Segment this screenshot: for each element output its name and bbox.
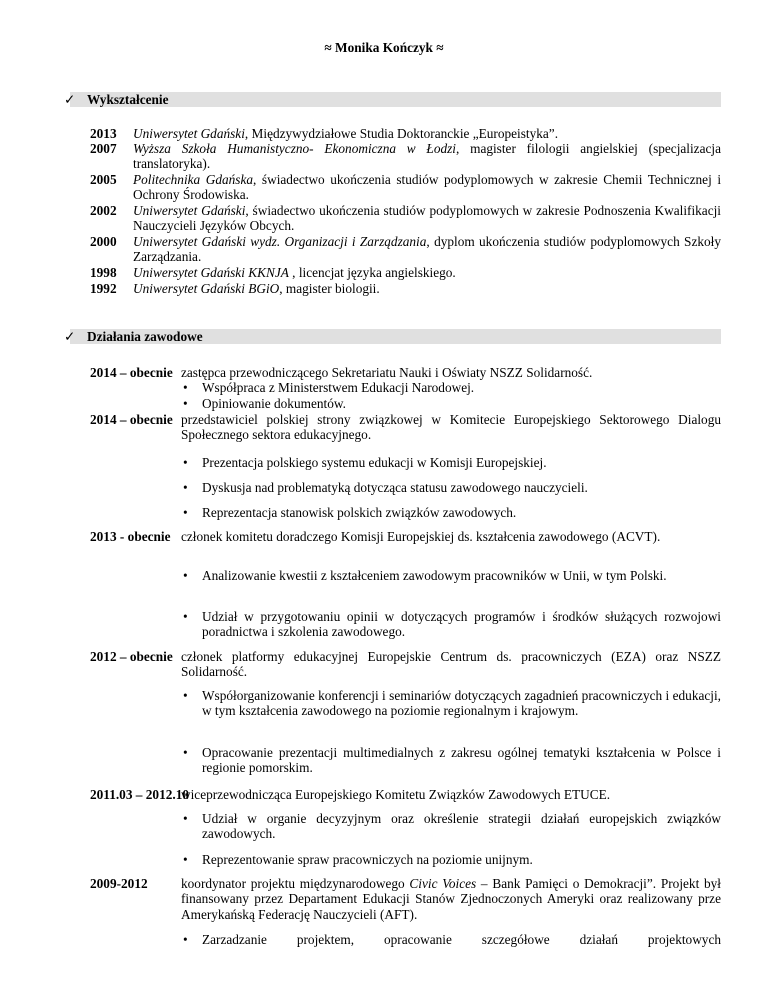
work-bullet xyxy=(181,932,721,947)
education-text xyxy=(133,281,721,296)
work-bullet-text: Udział w przygotowaniu opinii w dotyczących programów i środków służących rozwojowi poradnictwa i szkolenia zawodowego. xyxy=(202,609,721,640)
education-detail: , świadectwo ukończenia studiów podyplomowych w zakresie Podnoszenia Kwalifikacji Nauczycieli Języków Obcych. xyxy=(133,203,721,234)
work-bullet-text: Prezentacja polskiego systemu edukacji w Komisji Europejskiej. xyxy=(202,455,547,470)
education-text xyxy=(133,265,721,280)
bullet-icon: • xyxy=(183,688,188,703)
education-year: 1992 xyxy=(90,281,117,296)
education-detail: , magister biologii. xyxy=(279,281,380,296)
checkmark-icon: ✓ xyxy=(64,92,76,107)
work-bullet xyxy=(181,811,721,842)
education-year: 2007 xyxy=(90,141,117,156)
education-year: 2002 xyxy=(90,203,117,218)
education-detail: , świadectwo ukończenia studiów podyplomowych w zakresie Chemii Technicznej i Ochrony Środowiska. xyxy=(133,172,722,203)
work-bullet xyxy=(181,745,721,776)
work-period: 2014 – obecnie xyxy=(90,412,173,427)
bullet-icon: • xyxy=(183,396,188,411)
work-bullet-text: Zarzadzanie projektem, opracowanie szczegółowe działań projektowych xyxy=(202,932,721,947)
education-detail: , dyplom ukończenia studiów podyplomowych Szkoły Zarządzania. xyxy=(133,234,721,265)
work-bullet-text: Opracowanie prezentacji multimedialnych z zakresu ogólnej tematyki kształcenia w Polsce i regionie pomorskim. xyxy=(202,745,721,776)
education-year: 2005 xyxy=(90,172,117,187)
work-bullet xyxy=(181,380,721,395)
work-role-post: – Bank Pamięci o Demokracji”. Projekt był finansowany przez Departament Edukacji Stanów Zjednoczonych Ameryki oraz realizowany prze Amerykańską Federację Nauczycieli (AFT). xyxy=(181,876,721,922)
work-bullet xyxy=(181,609,721,640)
work-bullet xyxy=(181,480,721,495)
work-bullet xyxy=(181,505,721,520)
bullet-icon: • xyxy=(183,480,188,495)
bullet-icon: • xyxy=(183,609,188,624)
bullet-icon: • xyxy=(183,380,188,395)
bullet-icon: • xyxy=(183,811,188,826)
education-institution: Uniwersytet Gdański xyxy=(133,126,245,141)
work-period: 2011.03 – 2012.10 xyxy=(90,787,189,802)
education-detail: , magister filologii angielskiej (specjalizacja translatoryka). xyxy=(133,141,721,172)
work-role-pre: koordynator projektu międzynarodowego xyxy=(181,876,410,891)
education-text xyxy=(133,126,721,141)
work-bullet-text: Dyskusja nad problematyką dotycząca statusu zawodowego nauczycieli. xyxy=(202,480,588,495)
education-text xyxy=(133,141,721,172)
education-institution: Uniwersytet Gdański wydz. Organizacji i Zarządzania xyxy=(133,234,427,249)
education-institution: Uniwersytet Gdański BGiO xyxy=(133,281,280,296)
bullet-icon: • xyxy=(183,932,188,947)
work-bullet-text: Reprezentowanie spraw pracowniczych na poziomie unijnym. xyxy=(202,852,533,867)
work-period: 2009-2012 xyxy=(90,876,148,891)
work-bullet-text: Opiniowanie dokumentów. xyxy=(202,396,346,411)
work-bullet xyxy=(181,852,721,867)
education-heading xyxy=(64,92,721,107)
bullet-icon: • xyxy=(183,505,188,520)
work-role: wiceprzewodnicząca Europejskiego Komitetu Związków Zawodowych ETUCE. xyxy=(181,787,611,802)
education-heading-label: Wykształcenie xyxy=(87,92,169,107)
work-heading xyxy=(64,329,721,344)
work-period: 2013 - obecnie xyxy=(90,529,171,544)
education-institution: Uniwersytet Gdański xyxy=(133,203,246,218)
work-period: 2014 – obecnie xyxy=(90,365,173,380)
work-role: członek platformy edukacyjnej Europejskie Centrum ds. pracowniczych (EZA) oraz NSZZ Solidarność. xyxy=(181,649,721,680)
bullet-icon: • xyxy=(183,568,188,583)
education-text xyxy=(133,172,721,203)
education-institution: Politechnika Gdańska xyxy=(133,172,254,187)
bullet-icon: • xyxy=(183,852,188,867)
education-year: 1998 xyxy=(90,265,117,280)
work-bullet-text: Reprezentacja stanowisk polskich związków zawodowych. xyxy=(202,505,517,520)
education-institution: Uniwersytet Gdański KKNJA xyxy=(133,265,289,280)
work-role: zastępca przewodniczącego Sekretariatu Nauki i Oświaty NSZZ Solidarność. xyxy=(181,365,593,380)
education-year: 2000 xyxy=(90,234,117,249)
work-bullet-text: Współorganizowanie konferencji i seminariów dotyczących zagadnień pracowniczych i edukacji, w tym kształcenia zawodowego na poziomie regionalnym i krajowym. xyxy=(202,688,721,719)
work-role: przedstawiciel polskiej strony związkowej w Komitecie Europejskiego Sektorowego Dialogu Społecznego sektora edukacyjnego. xyxy=(181,412,721,443)
work-bullet xyxy=(181,568,721,583)
education-year: 2013 xyxy=(90,126,117,141)
education-text xyxy=(133,234,721,265)
bullet-icon: • xyxy=(183,455,188,470)
work-bullet-text: Udział w organie decyzyjnym oraz określenie strategii działań europejskich związków zawodowych. xyxy=(202,811,721,842)
education-institution: Wyższa Szkoła Humanistyczno- Ekonomiczna w Łodzi xyxy=(133,141,456,156)
page-title: ≈ Monika Kończyk ≈ xyxy=(324,40,444,55)
education-text xyxy=(133,203,721,234)
work-heading-label: Działania zawodowe xyxy=(87,329,203,344)
checkmark-icon: ✓ xyxy=(64,329,76,344)
work-bullet xyxy=(181,455,721,470)
work-bullet xyxy=(181,688,721,719)
work-bullet-text: Współpraca z Ministerstwem Edukacji Narodowej. xyxy=(202,380,475,395)
work-bullet-text: Analizowanie kwestii z kształceniem zawodowym pracowników w Unii, w tym Polski. xyxy=(202,568,667,583)
work-role-project: Civic Voices xyxy=(409,876,477,891)
education-detail: , Międzywydziałowe Studia Doktoranckie „Europeistyka”. xyxy=(244,126,559,141)
work-bullet xyxy=(181,396,721,411)
work-role xyxy=(181,876,721,922)
work-role: członek komitetu doradczego Komisji Europejskiej ds. kształcenia zawodowego (ACVT). xyxy=(181,529,661,544)
work-period: 2012 – obecnie xyxy=(90,649,173,664)
bullet-icon: • xyxy=(183,745,188,760)
education-detail: , licencjat języka angielskiego. xyxy=(288,265,456,280)
